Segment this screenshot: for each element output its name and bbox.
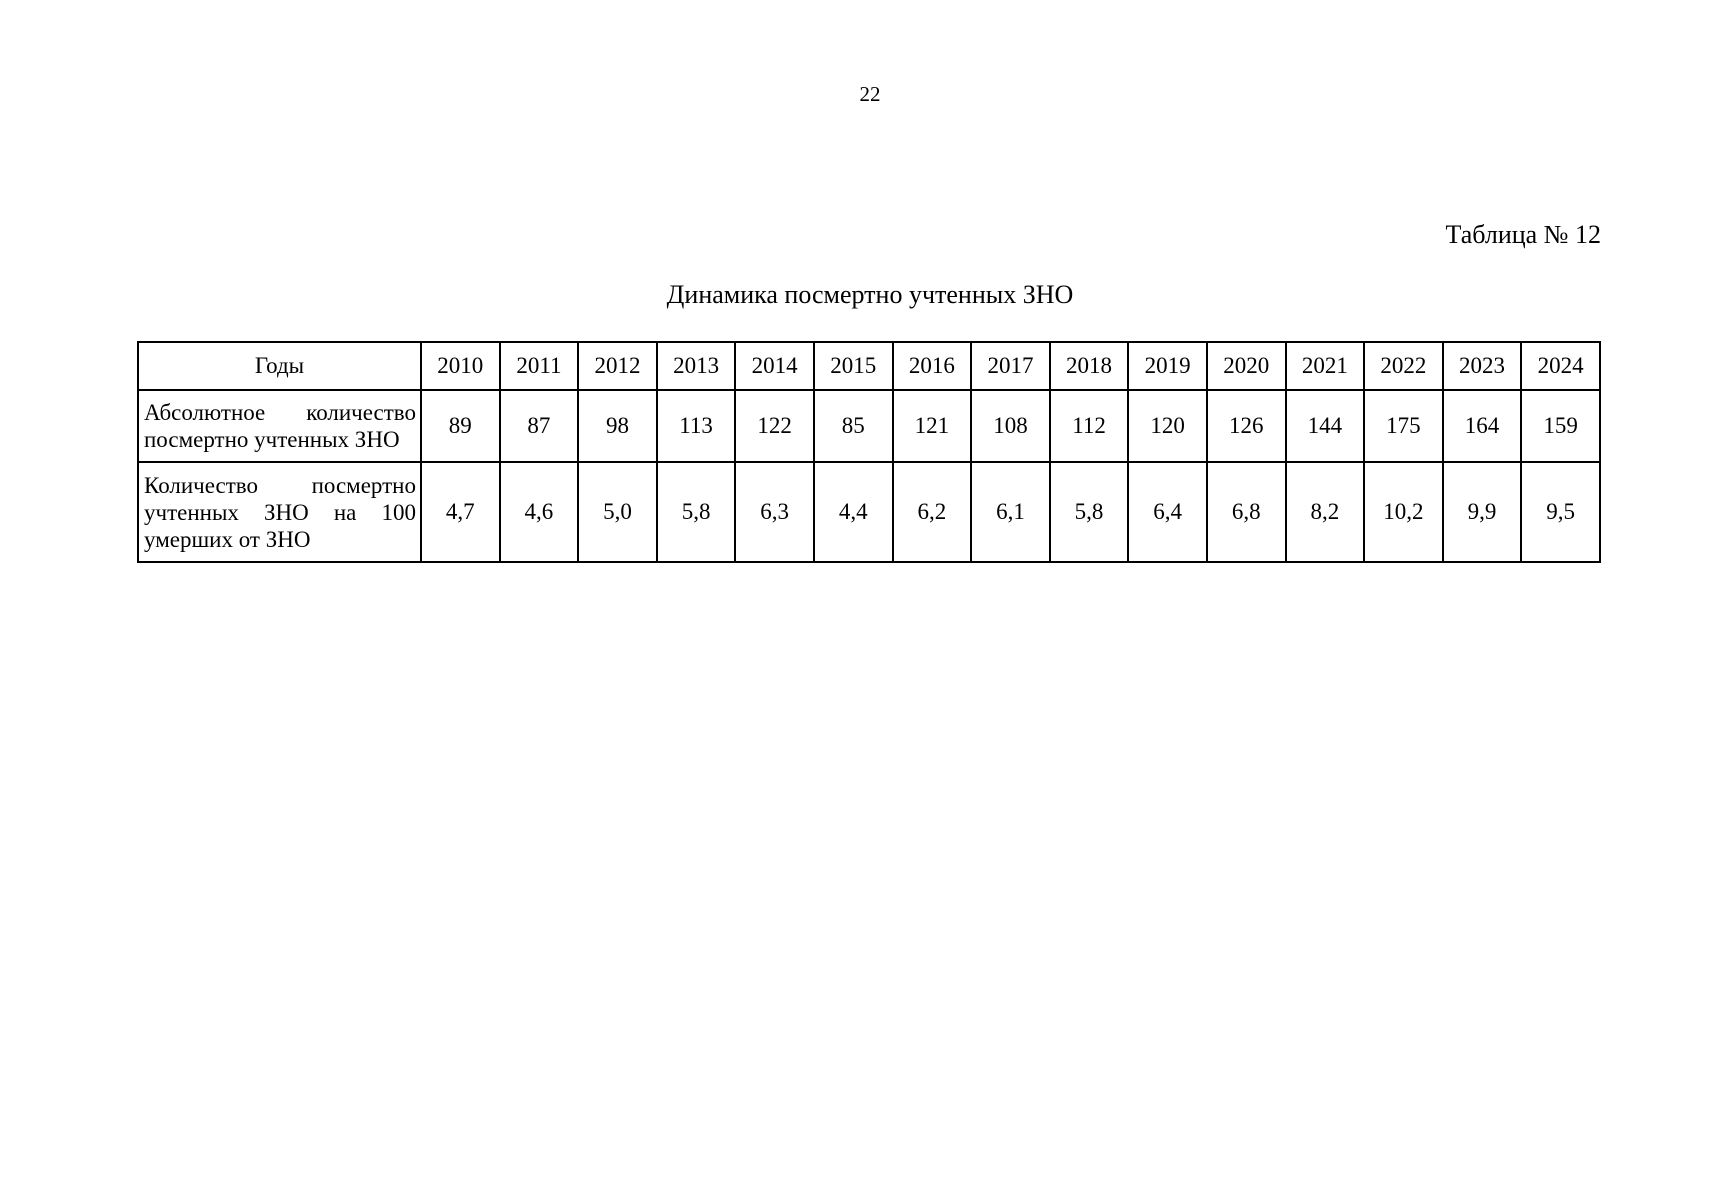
table-cell: 85 [814,390,893,462]
table-cell: 120 [1128,390,1207,462]
header-year: 2014 [735,342,814,390]
table-cell: 175 [1364,390,1443,462]
table-cell: 6,4 [1128,462,1207,562]
table-cell: 6,2 [893,462,972,562]
header-year: 2013 [657,342,736,390]
table-cell: 6,3 [735,462,814,562]
table-cell: 4,7 [421,462,500,562]
table-cell: 4,6 [500,462,579,562]
header-year: 2017 [971,342,1050,390]
table-row [138,462,1600,562]
table-cell: 112 [1050,390,1129,462]
header-year: 2024 [1521,342,1600,390]
table-cell: 89 [421,390,500,462]
table-cell: 87 [500,390,579,462]
header-year: 2016 [893,342,972,390]
page-number: 22 [859,82,881,106]
table-cell: 144 [1286,390,1365,462]
table-cell: 164 [1443,390,1522,462]
table-cell: 9,5 [1521,462,1600,562]
table-cell: 113 [657,390,736,462]
table-cell: 159 [1521,390,1600,462]
table-cell: 5,8 [1050,462,1129,562]
table-cell: 6,1 [971,462,1050,562]
table-cell: 5,8 [657,462,736,562]
header-year: 2010 [421,342,500,390]
header-year: 2022 [1364,342,1443,390]
table-cell: 108 [971,390,1050,462]
table-cell: 4,4 [814,462,893,562]
row-label: Количество посмертно учтенных ЗНО на 100 умерших от ЗНО [138,462,421,562]
table-cell: 126 [1207,390,1286,462]
header-year: 2018 [1050,342,1129,390]
table-label: Таблица № 12 [1445,220,1601,249]
header-year: 2023 [1443,342,1522,390]
table-cell: 9,9 [1443,462,1522,562]
table-cell: 122 [735,390,814,462]
header-year: 2011 [500,342,579,390]
header-year: 2015 [814,342,893,390]
header-year: 2021 [1286,342,1365,390]
row-label: Абсолютное количество посмертно учтенных ЗНО [138,390,421,462]
table-cell: 98 [578,390,657,462]
table-title: Динамика посмертно учтенных ЗНО [666,280,1074,309]
table-cell: 8,2 [1286,462,1365,562]
table-cell: 121 [893,390,972,462]
header-year: 2012 [578,342,657,390]
table-header-row [138,342,1600,390]
table-row [138,390,1600,462]
table-cell: 6,8 [1207,462,1286,562]
header-year: 2019 [1128,342,1207,390]
header-year: 2020 [1207,342,1286,390]
table-cell: 10,2 [1364,462,1443,562]
data-table [137,341,1601,563]
header-years-label: Годы [138,342,421,390]
table-cell: 5,0 [578,462,657,562]
